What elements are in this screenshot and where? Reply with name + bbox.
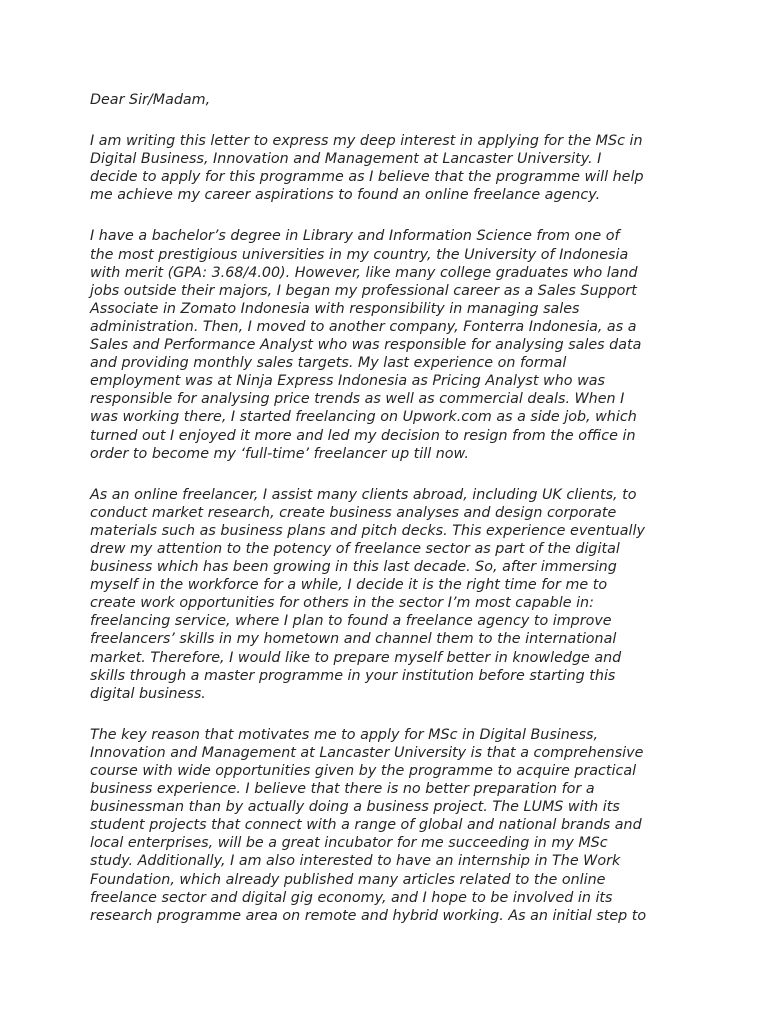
text-line: freelance sector and digital gig economy, and I hope to be involved in its [90, 889, 613, 906]
greeting-line: Dear Sir/Madam, [90, 92, 211, 108]
text-line: jobs outside their majors, I began my professional career as a Sales Support [90, 282, 637, 299]
text-line: me achieve my career aspirations to found an online freelance agency. [90, 187, 601, 204]
text-line: business which has been growing in this last decade. So, after immersing [90, 559, 617, 576]
text-line: Sales and Performance Analyst who was responsible for analysing sales data [90, 337, 642, 354]
text-line: order to become my ‘full-time’ freelancer up till now. [90, 445, 469, 462]
text-line: employment was at Ninja Express Indonesia as Pricing Analyst who was [90, 373, 605, 390]
letter-body [90, 91, 690, 925]
text-line: course with wide opportunities given by the programme to acquire practical [90, 763, 637, 779]
text-line: Associate in Zomato Indonesia with responsibility in managing sales [90, 300, 580, 317]
text-line: responsible for analysing price trends as well as commercial deals. When I [90, 391, 625, 408]
text-line: create work opportunities for others in the sector I’m most capable in: [90, 595, 594, 612]
paragraph-motivation [90, 726, 690, 925]
text-line: student projects that connect with a range of global and national brands and [90, 817, 642, 834]
text-line: digital business. [90, 685, 206, 702]
text-line: materials such as business plans and pitch decks. This experience eventually [90, 522, 645, 539]
text-line: Digital Business, Innovation and Management at Lancaster University. I [90, 151, 602, 168]
text-line: skills through a master programme in your institution before starting this [90, 667, 616, 684]
text-line: and providing monthly sales targets. My last experience on formal [90, 355, 567, 372]
text-line: was working there, I started freelancing on Upwork.com as a side job, which [90, 409, 637, 426]
paragraph-background [90, 227, 690, 462]
text-line: Foundation, which already published many articles related to the online [90, 871, 606, 888]
text-line: market. Therefore, I would like to prepare myself better in knowledge and [90, 649, 622, 666]
paragraph-intro [90, 132, 690, 204]
text-line: conduct market research, create business analyses and design corporate [90, 504, 617, 521]
text-line: As an online freelancer, I assist many clients abroad, including UK clients, to [90, 486, 637, 503]
text-line: the most prestigious universities in my country, the University of Indonesia [90, 246, 629, 263]
greeting [90, 91, 690, 109]
text-line: I have a bachelor’s degree in Library and Information Science from one of [90, 228, 620, 245]
text-line: drew my attention to the potency of freelance sector as part of the digital [90, 540, 620, 557]
text-line: business experience. I believe that there is no better preparation for a [90, 781, 595, 798]
text-line: turned out I enjoyed it more and led my decision to resign from the office in [90, 427, 636, 444]
text-line: I am writing this letter to express my deep interest in applying for the MSc in [90, 133, 643, 150]
text-line: Innovation and Management at Lancaster University is that a comprehensive [90, 744, 644, 761]
paragraph-freelancer [90, 486, 690, 703]
text-line: study. Additionally, I am also interested to have an internship in The Work [90, 853, 621, 870]
text-line: myself in the workforce for a while, I decide it is the right time for me to [90, 577, 608, 594]
text-line: freelancing service, where I plan to found a freelance agency to improve [90, 613, 612, 630]
text-line: with merit (GPA: 3.68/4.00). However, like many college graduates who land [90, 264, 638, 281]
text-line: businessman than by actually doing a business project. The LUMS with its [90, 799, 620, 816]
text-line: research programme area on remote and hybrid working. As an initial step to [90, 907, 647, 924]
text-line: decide to apply for this programme as I believe that the programme will help [90, 169, 644, 186]
text-line: administration. Then, I moved to another company, Fonterra Indonesia, as a [90, 318, 637, 335]
text-line: freelancers’ skills in my hometown and channel them to the international [90, 631, 617, 648]
text-line: local enterprises, will be a great incubator for me succeeding in my MSc [90, 835, 608, 852]
text-line: The key reason that motivates me to apply for MSc in Digital Business, [90, 726, 599, 743]
